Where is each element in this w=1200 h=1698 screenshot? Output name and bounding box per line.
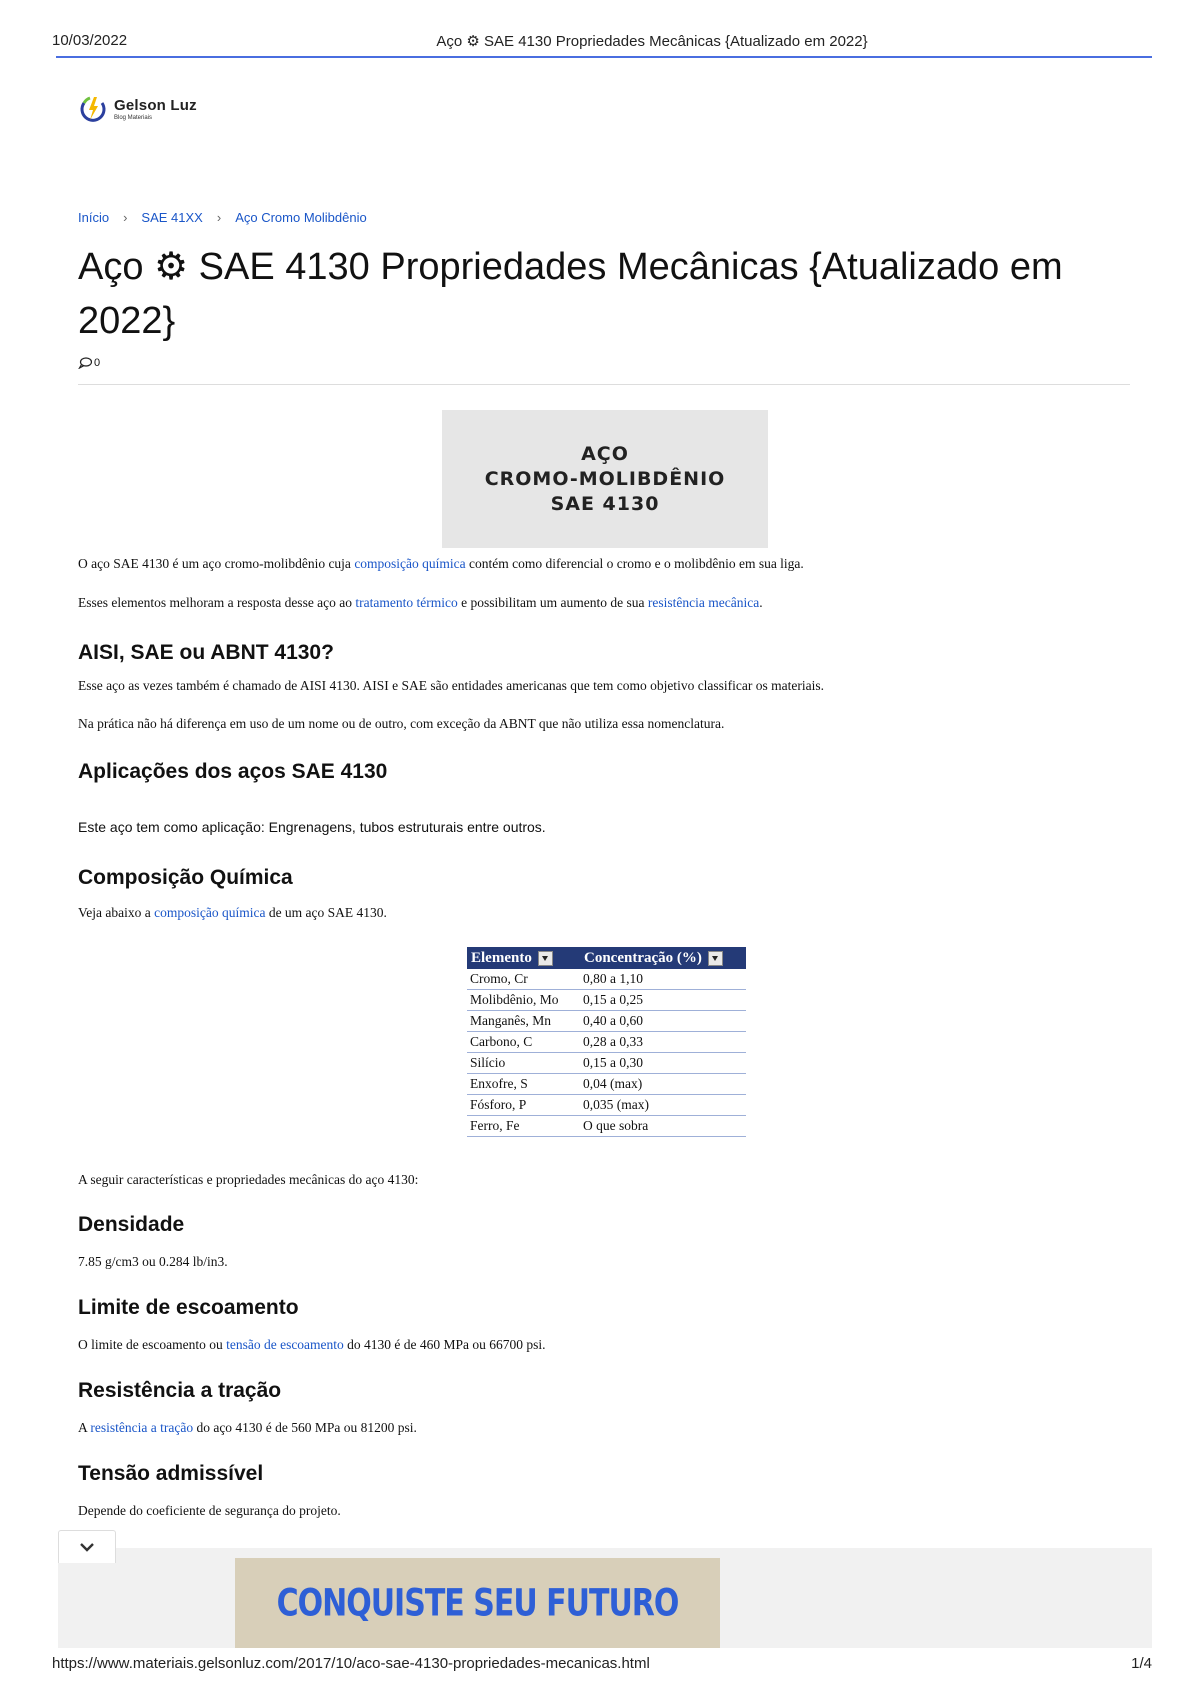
print-page-number: 1/4 (1131, 1655, 1152, 1672)
heading-aisi: AISI, SAE ou ABNT 4130? (78, 641, 334, 664)
cell-elemento: Ferro, Fe (467, 1116, 580, 1137)
print-title: Aço ⚙ SAE 4130 Propriedades Mecânicas {Atualizado em 2022} (436, 33, 868, 50)
header-rule (56, 56, 1152, 58)
aisi-paragraph-2: Na prática não há diferença em uso de um nome ou de outro, com exceção da ABNT que não utiliza essa nomenclatura. (78, 716, 725, 731)
breadcrumb-sae41xx[interactable]: SAE 41XX (141, 210, 203, 225)
header-label: Elemento (471, 949, 532, 966)
aisi-paragraph-1: Esse aço as vezes também é chamado de AISI 4130. AISI e SAE são entidades americanas que tem como objetivo classificar os materiais. (78, 678, 825, 693)
cell-elemento: Carbono, C (467, 1032, 580, 1053)
comment-count[interactable] (78, 357, 100, 369)
cell-elemento: Manganês, Mn (467, 1011, 580, 1032)
escoamento-paragraph (78, 1337, 546, 1353)
cell-concentracao: 0,40 a 0,60 (580, 1011, 746, 1032)
link-composicao-quimica-2[interactable]: composição química (154, 905, 266, 920)
cell-elemento: Silício (467, 1053, 580, 1074)
chevron-right-icon: › (123, 210, 128, 225)
escoamento-text-end: do 4130 é de 460 MPa ou 66700 psi. (343, 1337, 546, 1352)
table-header-row (467, 947, 746, 969)
cell-concentracao: 0,15 a 0,25 (580, 990, 746, 1011)
table-header-concentracao[interactable] (580, 947, 746, 969)
site-logo[interactable] (78, 92, 197, 126)
intro-paragraph-2 (78, 595, 763, 611)
intro-p1-text-end: contém como diferencial o cromo e o molibdênio em sua liga. (465, 556, 804, 571)
link-tensao-escoamento[interactable]: tensão de escoamento (226, 1337, 344, 1352)
after-table-paragraph: A seguir características e propriedades mecânicas do aço 4130: (78, 1172, 419, 1187)
breadcrumb-home[interactable]: Início (78, 210, 110, 225)
filter-dropdown-icon[interactable] (708, 951, 723, 966)
admissivel-paragraph: Depende do coeficiente de segurança do projeto. (78, 1503, 341, 1518)
print-date: 10/03/2022 (52, 32, 128, 49)
intro-paragraph-1 (78, 556, 804, 572)
cell-concentracao: 0,04 (max) (580, 1074, 746, 1095)
ad-text: CONQUISTE SEU FUTURO (276, 1581, 679, 1625)
heading-admissivel: Tensão admissível (78, 1462, 264, 1485)
logo-name: Gelson Luz (114, 96, 197, 114)
table-row (467, 1095, 746, 1116)
table-row (467, 1074, 746, 1095)
table-row (467, 1011, 746, 1032)
chevron-down-icon (79, 1542, 95, 1552)
table-row (467, 990, 746, 1011)
title-divider (78, 384, 1130, 385)
heading-tracao: Resistência a tração (78, 1379, 282, 1402)
tracao-paragraph (78, 1420, 417, 1436)
hero-image (442, 410, 768, 548)
cell-elemento: Cromo, Cr (467, 969, 580, 990)
heading-densidade: Densidade (78, 1213, 185, 1236)
intro-p2-text-end: . (759, 595, 763, 610)
ad-banner[interactable] (235, 1558, 720, 1648)
print-header (52, 28, 1152, 58)
heading-composicao: Composição Química (78, 866, 293, 889)
table-row (467, 969, 746, 990)
page-title: Aço ⚙ SAE 4130 Propriedades Mecânicas {Atualizado em 2022} (78, 246, 1063, 342)
aplicacoes-paragraph: Este aço tem como aplicação: Engrenagens, tubos estruturais entre outros. (78, 819, 546, 835)
link-resistencia-mecanica[interactable]: resistência mecânica (647, 595, 760, 610)
composicao-text-end: de um aço SAE 4130. (265, 905, 387, 920)
print-url: https://www.materiais.gelsonluz.com/2017/10/aco-sae-4130-propriedades-mecanicas.html (52, 1655, 650, 1672)
heading-aplicacoes: Aplicações dos aços SAE 4130 (78, 760, 388, 783)
breadcrumb-aco-cromo-molibdenio[interactable]: Aço Cromo Molibdênio (235, 210, 367, 225)
escoamento-text: O limite de escoamento ou (78, 1337, 227, 1352)
cell-concentracao: 0,15 a 0,30 (580, 1053, 746, 1074)
densidade-paragraph: 7.85 g/cm3 ou 0.284 lb/in3. (78, 1254, 228, 1269)
composition-table (467, 947, 746, 1137)
cell-concentracao: O que sobra (580, 1116, 746, 1137)
intro-p1-text: O aço SAE 4130 é um aço cromo-molibdênio cuja (78, 556, 355, 571)
hero-line-3: SAE 4130 (550, 492, 660, 515)
breadcrumb (78, 210, 367, 225)
intro-p2-text: Esses elementos melhoram a resposta desse aço ao (78, 595, 356, 610)
intro-p2-text-mid: e possibilitam um aumento de sua (457, 595, 648, 610)
chevron-right-icon: › (216, 210, 222, 225)
cell-elemento: Enxofre, S (467, 1074, 580, 1095)
comment-count-value: 0 (94, 357, 101, 369)
heading-escoamento: Limite de escoamento (78, 1296, 299, 1319)
cell-elemento: Fósforo, P (467, 1095, 580, 1116)
table-header-elemento[interactable] (467, 947, 580, 969)
composicao-text: Veja abaixo a (78, 905, 155, 920)
header-label: Concentração (%) (584, 949, 702, 966)
tracao-text: A (78, 1420, 91, 1435)
logo-subtitle: Blog Materiais (114, 114, 153, 121)
link-tratamento-termico[interactable]: tratamento térmico (355, 595, 458, 610)
tracao-text-end: do aço 4130 é de 560 MPa ou 81200 psi. (193, 1420, 417, 1435)
filter-dropdown-icon[interactable] (538, 951, 553, 966)
link-composicao-quimica[interactable]: composição química (354, 556, 466, 571)
table-row (467, 1032, 746, 1053)
table-row (467, 1116, 746, 1137)
logo-bolt-icon (78, 94, 108, 124)
cell-concentracao: 0,035 (max) (580, 1095, 746, 1116)
comment-icon (78, 357, 92, 369)
cell-elemento: Molibdênio, Mo (467, 990, 580, 1011)
cell-concentracao: 0,28 a 0,33 (580, 1032, 746, 1053)
hero-line-1: AÇO (581, 442, 629, 465)
hero-line-2: CROMO-MOLIBDÊNIO (484, 467, 726, 490)
collapse-ad-button[interactable] (58, 1530, 116, 1563)
link-resistencia-tracao[interactable]: resistência a tração (90, 1420, 194, 1435)
table-row (467, 1053, 746, 1074)
print-footer (52, 1655, 1152, 1672)
cell-concentracao: 0,80 a 1,10 (580, 969, 746, 990)
composicao-paragraph (78, 905, 387, 921)
